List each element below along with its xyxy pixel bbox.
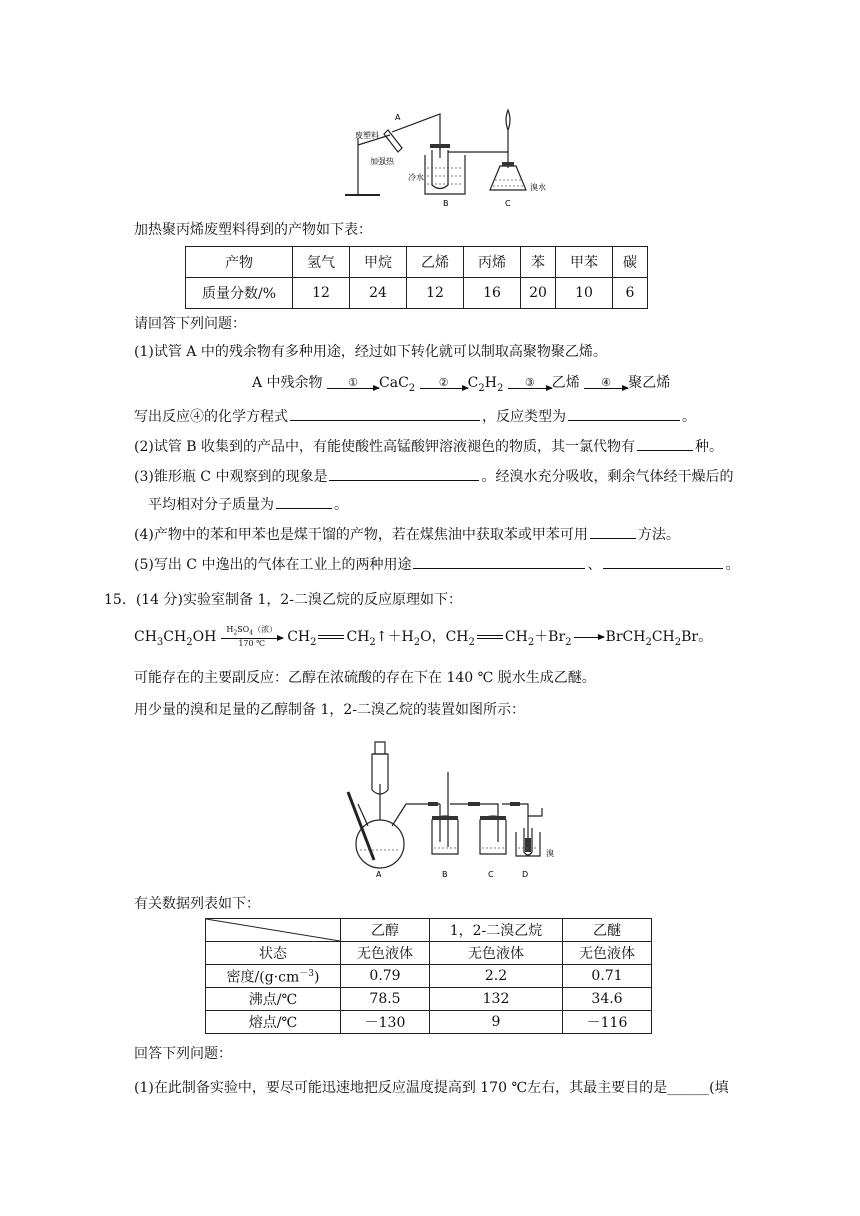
table1-header: 甲烷 (350, 247, 407, 278)
apparatus-intro: 用少量的溴和足量的乙醇制备 1，2-二溴乙烷的装置如图所示： (134, 702, 525, 718)
answer-blank[interactable] (637, 436, 693, 451)
prompt-2: 回答下列问题： (134, 1046, 232, 1062)
table2-row-label: 密度$/(g\cdot cm^{-3})$ (206, 965, 341, 988)
table2-cell: 2.2 (430, 965, 563, 988)
label-bromine: 溴 (546, 849, 554, 858)
question-4: (4)产物中的苯和甲苯也是煤干馏的产物，若在煤焦油中获取苯或甲苯可用 方法。 (134, 524, 680, 545)
answer-blank[interactable] (568, 406, 680, 421)
table1-cell: 6 (613, 278, 648, 309)
question-3-cont: 平均相对分子质量为 。 (148, 494, 348, 515)
table2-cell: 9 (430, 1011, 563, 1034)
question-2: (2)试管 B 收集到的产品中，有能使酸性高锰酸钾溶液褪色的物质，其一氯代物有 种。 (134, 436, 723, 457)
table1-header: 丙烯 (464, 247, 521, 278)
products-table (185, 246, 648, 309)
label-plastic: 废塑料 (355, 131, 379, 140)
answer-blank[interactable] (290, 406, 480, 421)
label-heat: 加强热 (370, 157, 394, 166)
apparatus-figure-2 (328, 732, 568, 882)
table1-cell: 10 (556, 278, 613, 309)
table2-cell: 0.79 (341, 965, 430, 988)
question-1-equation: 写出反应④的化学方程式 ，反应类型为 。 (134, 406, 696, 427)
diagonal-header-cell (206, 919, 341, 942)
label-bromine-water: 溴水 (530, 183, 546, 192)
table2-header: 乙醚 (563, 919, 652, 942)
reaction-equation: $CH_3CH_2OH$ $H_2SO_4$（浓） 170 ℃ $CH_2$ $CH_2↑+H_2O$，$CH_2$ $CH_2+Br_2$ $BrCH_2CH_2Br$。 (134, 625, 713, 648)
table2-cell: 78.5 (341, 988, 430, 1011)
question-5: (5)写出 C 中逸出的气体在工业上的两种用途 、 。 (134, 554, 739, 575)
label-c: C (505, 199, 511, 208)
conversion-chain: A 中残余物 ① CaC$_2$ ② $C_2H_2$ ③ 乙烯 ④ 聚乙烯 (252, 375, 671, 394)
table2-cell: 无色液体 (341, 942, 430, 965)
question-15-title: 15．(14 分)实验室制备 1，2-二溴乙烷的反应原理如下： (104, 592, 462, 608)
question-15-1: (1)在此制备实验中，要尽可能迅速地把反应温度提高到 170 ℃左右，其最主要目的是______(填 (134, 1080, 729, 1096)
answer-blank[interactable] (413, 554, 585, 569)
table2-cell: －130 (341, 1011, 430, 1034)
table1-row-label: 质量分数/% (186, 278, 293, 309)
table1-cell: 16 (464, 278, 521, 309)
table2-intro: 有关数据列表如下： (134, 896, 260, 912)
label-b: B (442, 870, 448, 879)
label-cold-water: 冷水 (408, 173, 424, 182)
label-a: A (395, 113, 401, 122)
table2-row-label: 熔点/℃ (206, 1011, 341, 1034)
table1-header: 产物 (186, 247, 293, 278)
table2-cell: 34.6 (563, 988, 652, 1011)
table1-cell: 12 (293, 278, 350, 309)
table1-cell: 20 (521, 278, 556, 309)
apparatus-figure-1 (330, 100, 560, 212)
side-reaction: 可能存在的主要副反应：乙醇在浓硫酸的存在下在 140 ℃ 脱水生成乙醚。 (134, 670, 596, 686)
table1-header: 氢气 (293, 247, 350, 278)
table2-cell: 0.71 (563, 965, 652, 988)
table2-cell: 无色液体 (563, 942, 652, 965)
label-a: A (376, 870, 382, 879)
table1-header: 乙烯 (407, 247, 464, 278)
table1-intro: 加热聚丙烯废塑料得到的产物如下表： (134, 222, 372, 238)
answer-blank[interactable] (603, 554, 723, 569)
table2-header: 1，2-二溴乙烷 (430, 919, 563, 942)
table2-cell: －116 (563, 1011, 652, 1034)
table1-cell: 12 (407, 278, 464, 309)
prompt-1: 请回答下列问题： (134, 316, 246, 332)
answer-blank[interactable] (590, 524, 636, 539)
question-1: (1)试管 A 中的残余物有多种用途，经过如下转化就可以制取高聚物聚乙烯。 (134, 344, 607, 360)
properties-table (205, 918, 652, 1034)
answer-blank[interactable] (329, 466, 479, 481)
table1-header: 甲苯 (556, 247, 613, 278)
table1-header: 苯 (521, 247, 556, 278)
label-d: D (522, 870, 529, 879)
answer-blank[interactable] (276, 494, 332, 509)
table1-cell: 24 (350, 278, 407, 309)
label-c: C (488, 870, 494, 879)
table1-header: 碳 (613, 247, 648, 278)
table2-row-label: 沸点/℃ (206, 988, 341, 1011)
table2-header: 乙醇 (341, 919, 430, 942)
question-3: (3)锥形瓶 C 中观察到的现象是 。经溴水充分吸收，剩余气体经干燥后的 (134, 466, 733, 487)
table2-cell: 无色液体 (430, 942, 563, 965)
table2-cell: 132 (430, 988, 563, 1011)
label-b: B (443, 199, 449, 208)
table2-row-label: 状态 (206, 942, 341, 965)
